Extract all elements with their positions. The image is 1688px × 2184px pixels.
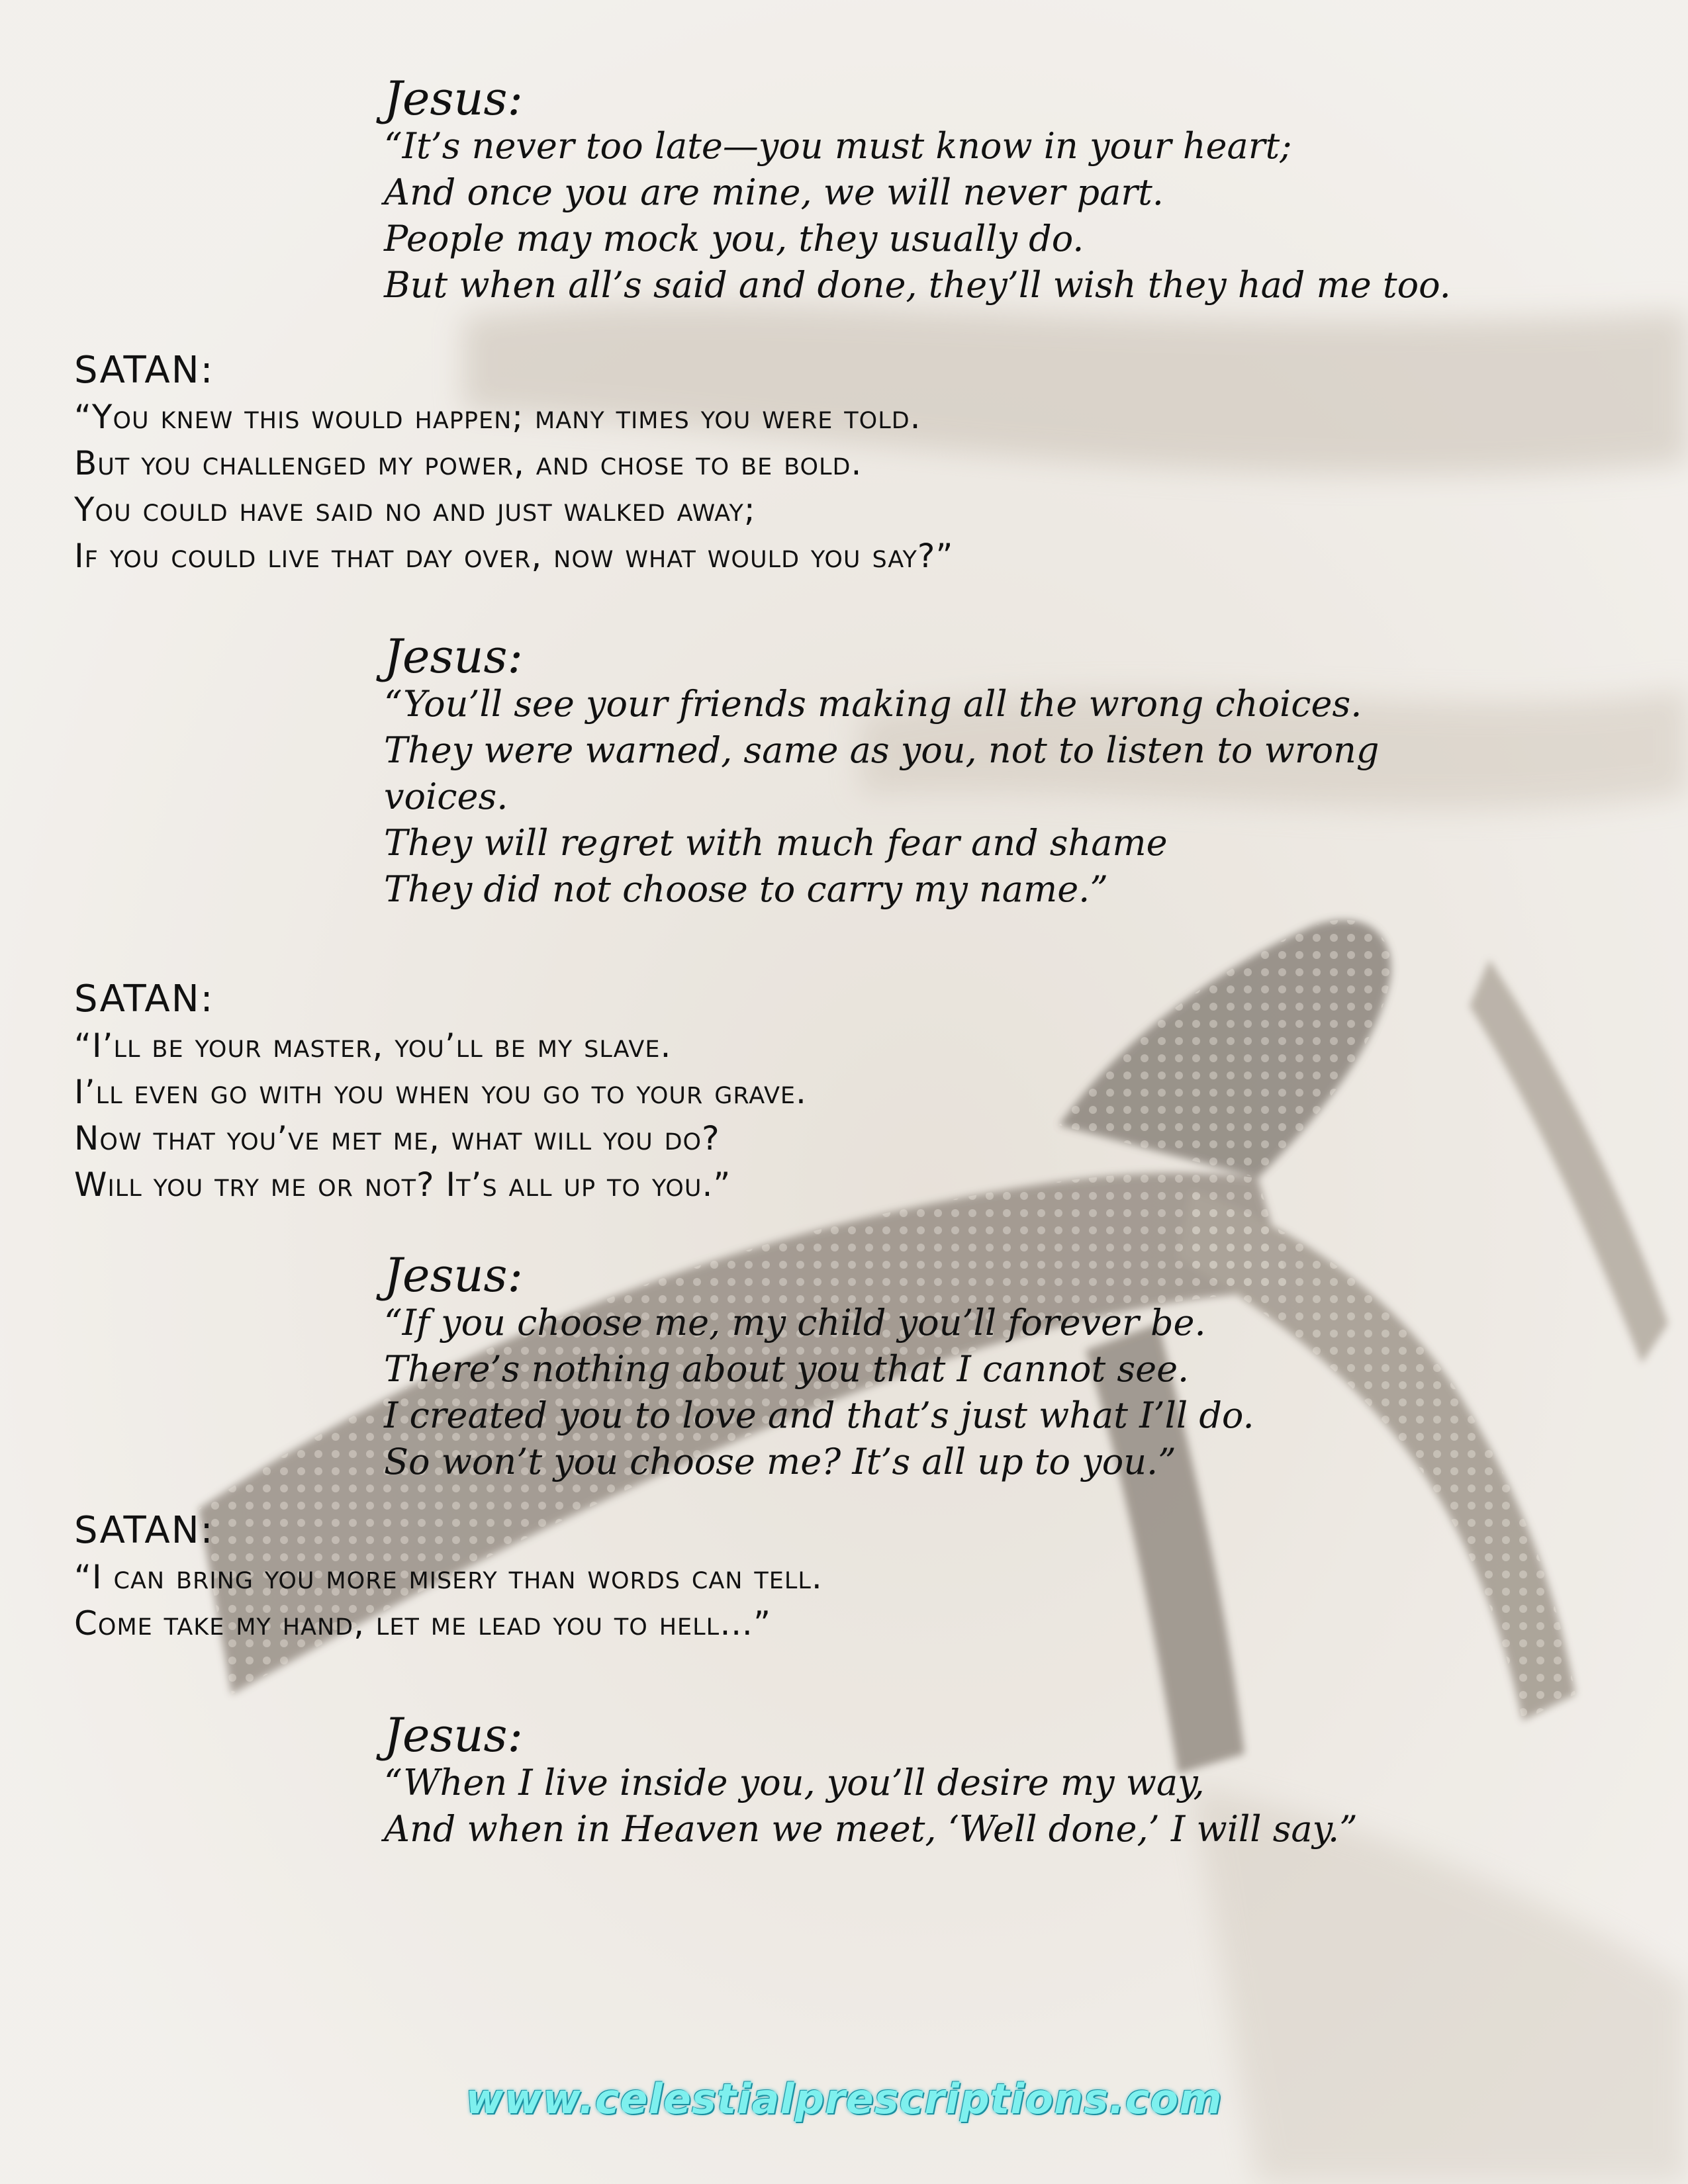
speaker-label: Jesus: [384, 71, 523, 126]
verse-line: There’s nothing about you that I cannot see. [384, 1348, 1190, 1390]
verse-line: “If you choose me, my child you’ll forever be. [384, 1302, 1206, 1343]
verse-line: “You’ll see your friends making all the wrong choices. [384, 683, 1362, 725]
verse-line: If you could live that day over, now what would you say?” [74, 537, 954, 575]
verse-line: But when all’s said and done, they’ll wish they had me too. [384, 264, 1451, 306]
verse-line: People may mock you, they usually do. [384, 218, 1084, 259]
speaker-label: Jesus: [384, 1708, 523, 1762]
verse-line: I created you to love and that’s just what I’ll do. [384, 1394, 1254, 1436]
speaker-label: Jesus: [384, 629, 523, 684]
speaker-label: Jesus: [384, 1248, 523, 1302]
verse-line: So won’t you choose me? It’s all up to you.” [384, 1441, 1176, 1482]
stanza-jesus-2 [384, 629, 1642, 913]
verse-line: They will regret with much fear and shame [384, 822, 1168, 864]
verse-line: They were warned, same as you, not to listen to wrong [384, 729, 1380, 771]
verse-line: “I’ll be your master, you’ll be my slave. [74, 1026, 672, 1065]
verse-line: Come take my hand, let me lead you to hell…” [74, 1604, 772, 1643]
stanza-satan-3 [74, 1508, 1597, 1647]
speaker-label: SATAN: [74, 1509, 214, 1552]
website-link[interactable]: www.celestialprescriptions.com [465, 2075, 1223, 2123]
verse-line: They did not choose to carry my name.” [384, 868, 1108, 910]
verse-line: “When I live inside you, you’ll desire my way, [384, 1762, 1205, 1803]
verse-line: “It’s never too late—you must know in your heart; [384, 125, 1292, 167]
verse-line: voices. [384, 776, 508, 817]
stanza-jesus-3 [384, 1248, 1642, 1485]
verse-line: I’ll even go with you when you go to your grave. [74, 1073, 807, 1111]
verse-line: “I can bring you more misery than words can tell. [74, 1558, 823, 1596]
stanza-satan-1 [74, 347, 1597, 579]
stanza-jesus-4 [384, 1708, 1642, 1852]
verse-line: “You knew this would happen; many times you were told. [74, 398, 921, 436]
speaker-label: SATAN: [74, 349, 214, 392]
verse-line: You could have said no and just walked away; [74, 490, 756, 529]
speaker-label: SATAN: [74, 978, 214, 1021]
verse-line: But you challenged my power, and chose to be bold. [74, 444, 863, 482]
verse-line: Will you try me or not? It’s all up to you.” [74, 1165, 731, 1204]
verse-line: Now that you’ve met me, what will you do? [74, 1119, 720, 1158]
verse-line: And once you are mine, we will never part. [384, 171, 1164, 213]
stanza-satan-2 [74, 976, 1597, 1208]
stanza-jesus-1 [384, 71, 1642, 308]
verse-line: And when in Heaven we meet, ‘Well done,’ I will say.” [384, 1808, 1358, 1850]
